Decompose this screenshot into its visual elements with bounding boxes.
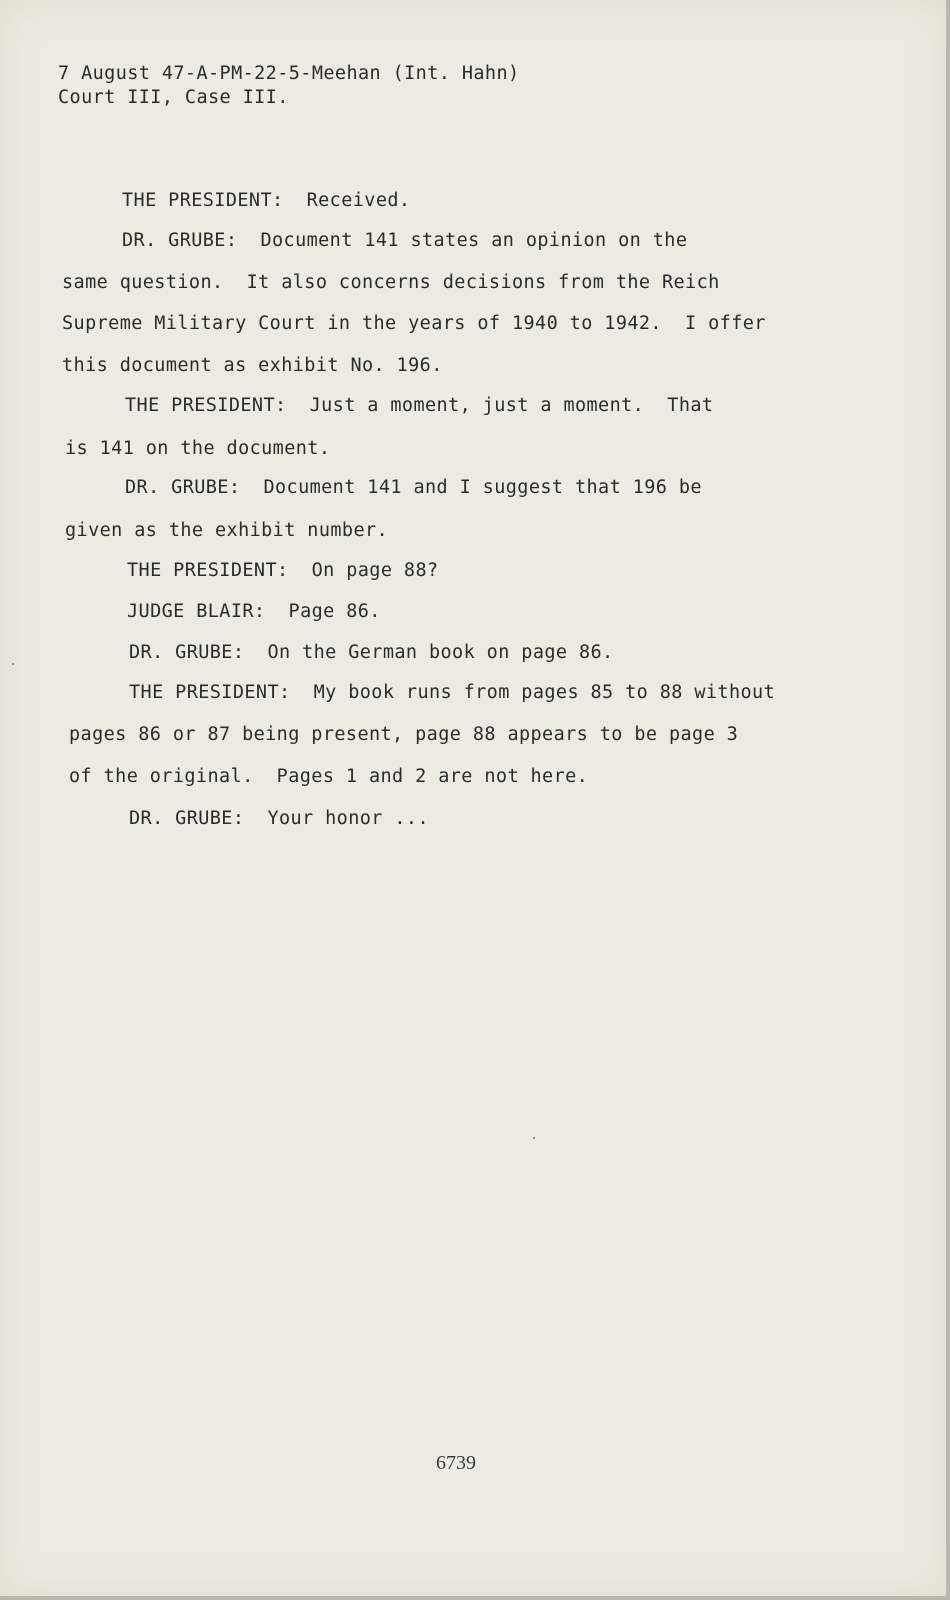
transcript-line-14: pages 86 or 87 being present, page 88 appears to be page 3 bbox=[69, 724, 739, 745]
transcript-line-11: JUDGE BLAIR: Page 86. bbox=[127, 601, 381, 622]
transcript-line-10: THE PRESIDENT: On page 88? bbox=[127, 560, 439, 581]
transcript-line-9: given as the exhibit number. bbox=[65, 520, 389, 541]
transcript-line-13: THE PRESIDENT: My book runs from pages 85 to 88 without bbox=[129, 682, 776, 703]
transcript-line-3: same question. It also concerns decisions from the Reich bbox=[62, 272, 720, 293]
paper-speck bbox=[533, 1137, 535, 1139]
transcript-line-16: DR. GRUBE: Your honor ... bbox=[129, 808, 429, 829]
transcript-line-5: this document as exhibit No. 196. bbox=[62, 355, 443, 376]
page-number: 6739 bbox=[436, 1452, 476, 1474]
transcript-line-4: Supreme Military Court in the years of 1940 to 1942. I offer bbox=[62, 313, 766, 334]
transcript-line-2: DR. GRUBE: Document 141 states an opinion on the bbox=[122, 230, 688, 251]
transcript-line-15: of the original. Pages 1 and 2 are not here. bbox=[69, 766, 589, 787]
transcript-line-1: THE PRESIDENT: Received. bbox=[122, 190, 411, 211]
header-line-1: 7 August 47-A-PM-22-5-Meehan (Int. Hahn) bbox=[58, 63, 520, 84]
header-line-2: Court III, Case III. bbox=[58, 87, 289, 108]
transcript-line-6: THE PRESIDENT: Just a moment, just a moment. That bbox=[125, 395, 714, 416]
transcript-line-7: is 141 on the document. bbox=[65, 438, 331, 459]
paper-speck bbox=[12, 663, 14, 665]
transcript-line-8: DR. GRUBE: Document 141 and I suggest that 196 be bbox=[125, 477, 702, 498]
transcript-line-12: DR. GRUBE: On the German book on page 86. bbox=[129, 642, 614, 663]
